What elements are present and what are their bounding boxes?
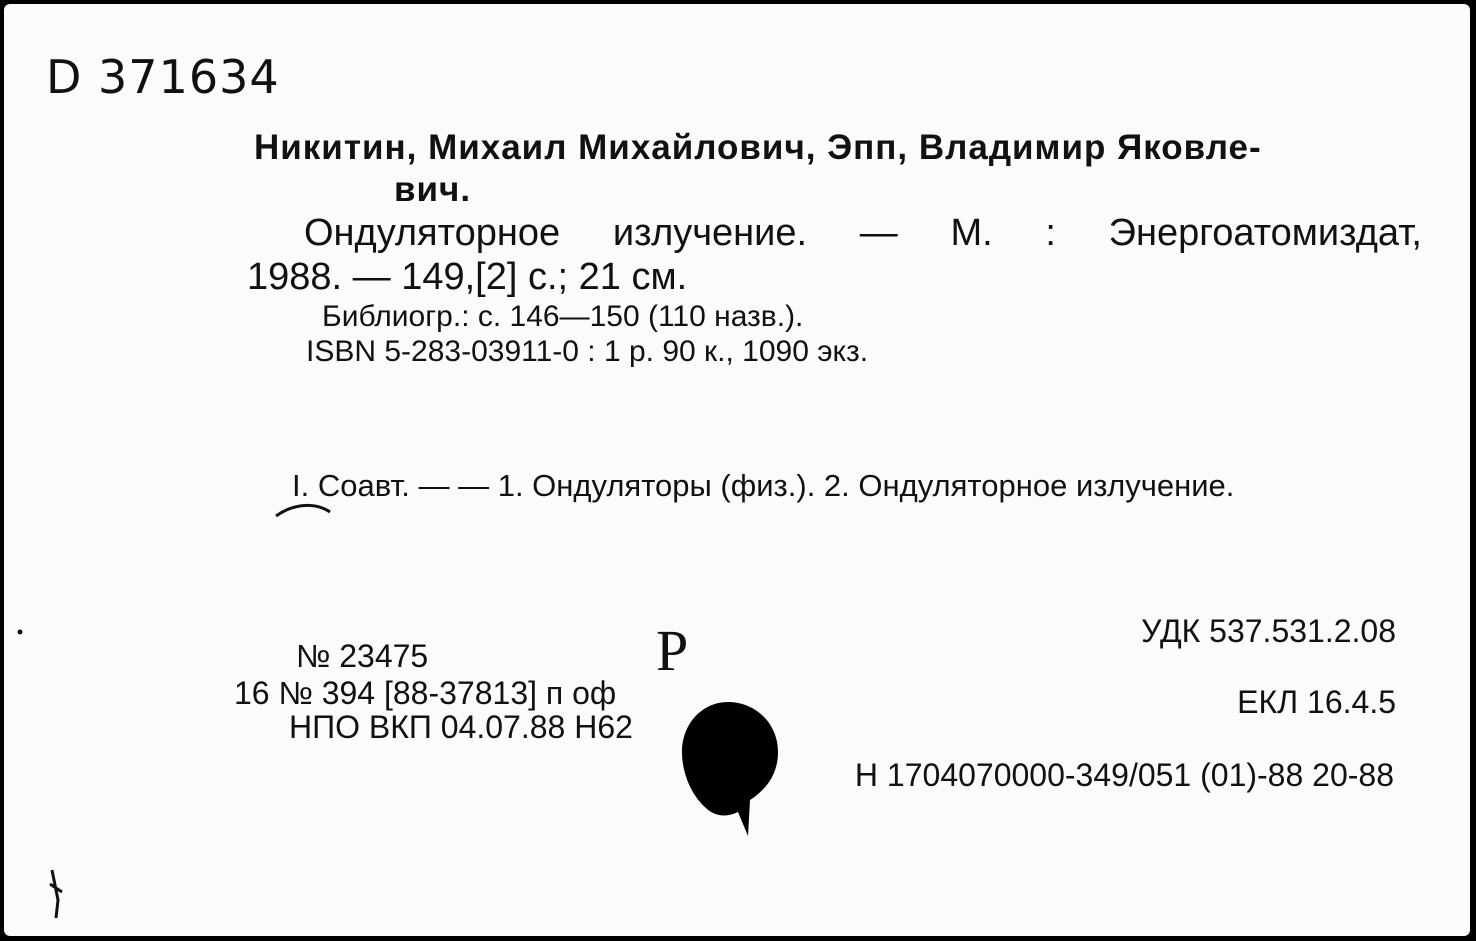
title-word: : (1045, 212, 1056, 254)
printer-line: НПО ВКП 04.07.88 Н62 (289, 709, 633, 745)
title-word: Ондуляторное (304, 212, 561, 254)
publication-line: 16 № 394 [88-37813] п оф (234, 675, 617, 711)
title-word: — (859, 212, 898, 254)
pencil-mark (276, 505, 330, 516)
inventory-number: D 371634 (46, 50, 280, 104)
card-number: № 23475 (296, 638, 429, 674)
title-word: М. (950, 212, 993, 254)
classification-code: Н 1704070000-349/051 (01)-88 20-88 (854, 757, 1394, 793)
mark-letter: Р (656, 618, 689, 683)
scratch-mark (50, 870, 62, 918)
authors-line-1: Никитин, Михаил Михайлович, Эпп, Владимир Яковле- (254, 128, 1262, 167)
title-word: Энергоатомиздат, (1108, 212, 1422, 254)
udc-code: УДК 537.531.2.08 (1141, 613, 1396, 649)
dot-mark (18, 630, 23, 635)
title-line-2: 1988. — 149,[2] с.; 21 см. (247, 256, 688, 298)
ekl-code: ЕКЛ 16.4.5 (1237, 684, 1396, 720)
ink-blot (682, 702, 778, 836)
isbn-line: ISBN 5-283-03911-0 : 1 р. 90 к., 1090 экз. (306, 335, 869, 368)
title-word: излучение. (612, 212, 808, 254)
bibliography-note: Библиогр.: с. 146—150 (110 назв.). (322, 300, 804, 333)
authors-line-2: вич. (394, 170, 472, 209)
tracing-line: I. Соавт. — — 1. Ондуляторы (физ.). 2. Ондуляторное излучение. (292, 468, 1235, 503)
